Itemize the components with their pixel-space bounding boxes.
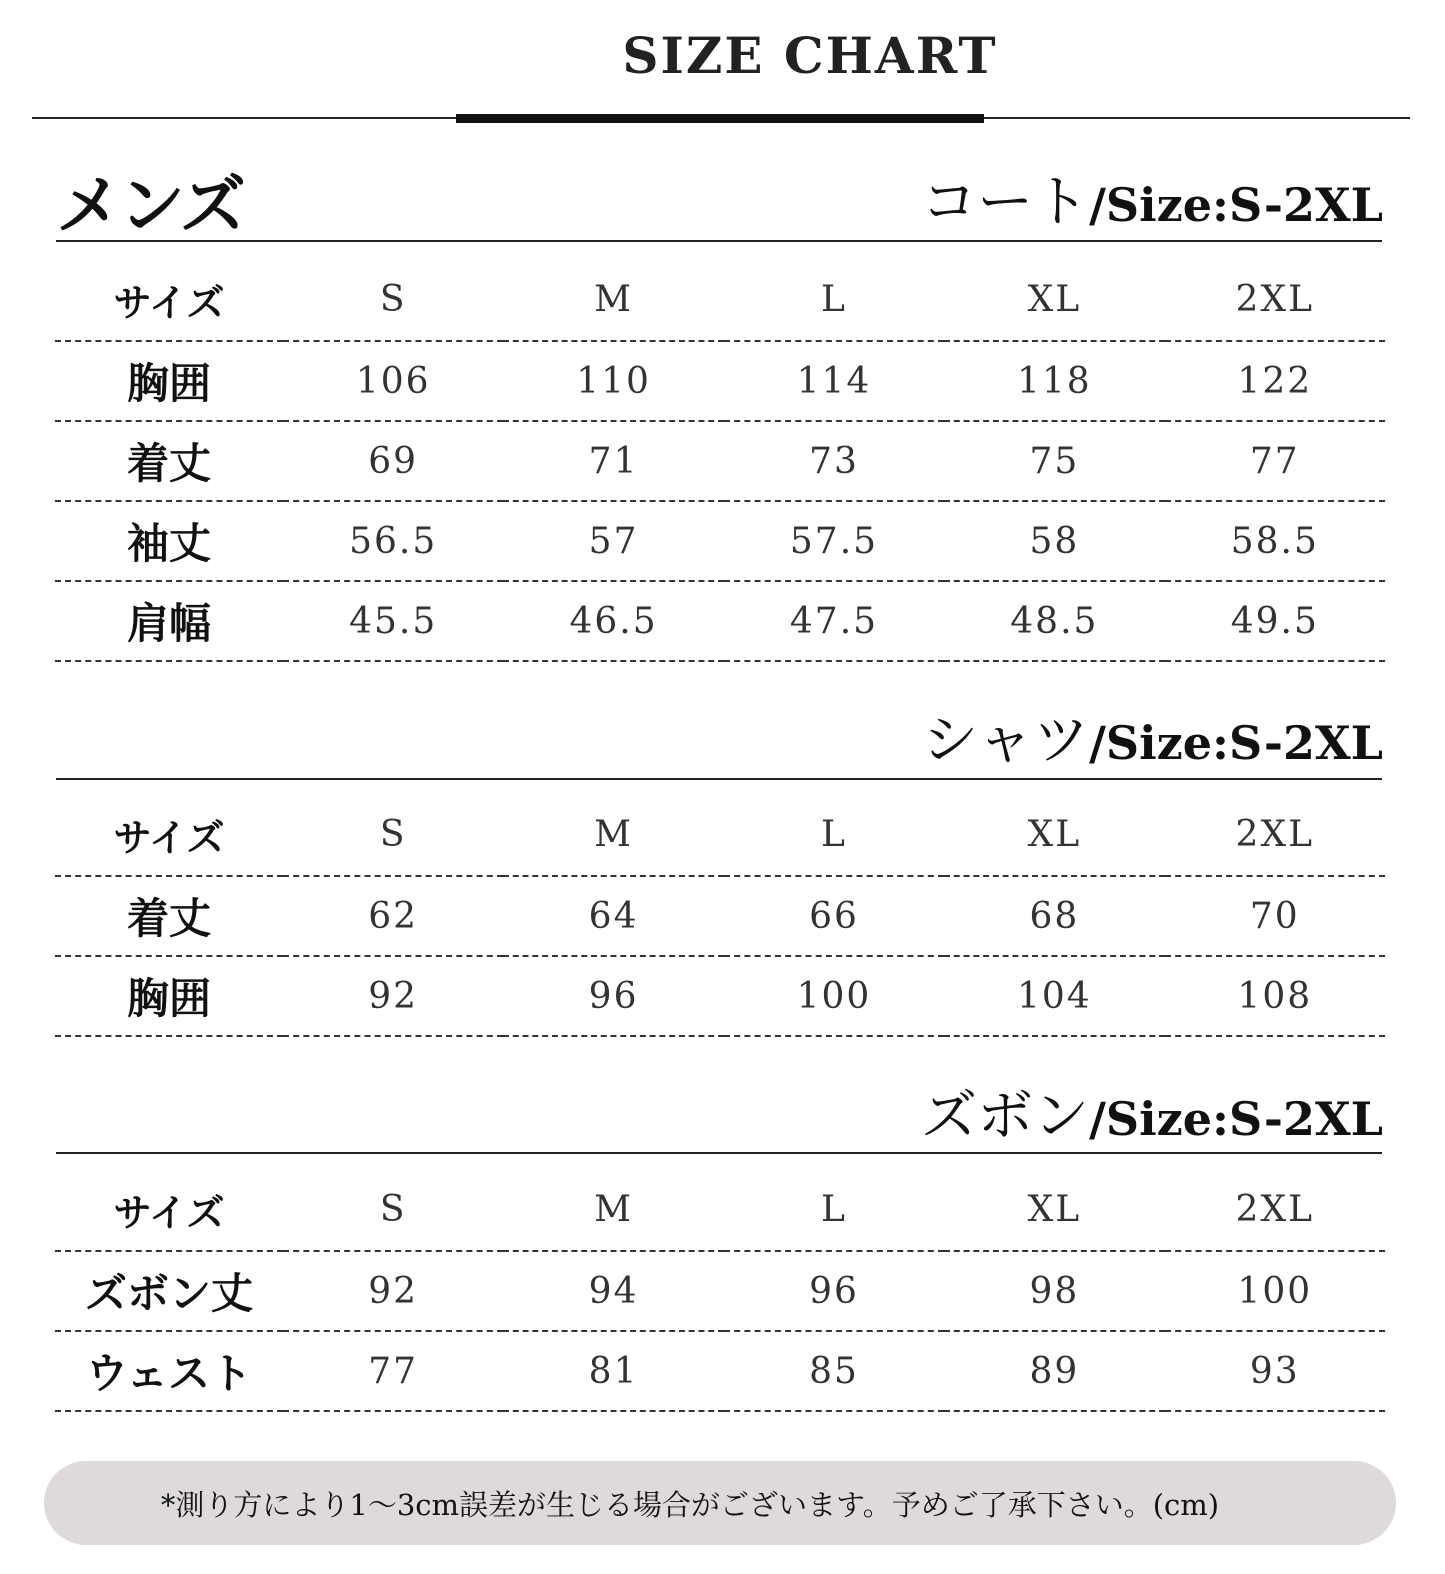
cell-value: 75 bbox=[944, 421, 1164, 501]
table-row bbox=[55, 956, 1385, 1036]
cell-value: 64 bbox=[503, 876, 723, 956]
size-table-shirt bbox=[55, 793, 1385, 1037]
section-rule-pants bbox=[56, 1152, 1382, 1154]
section-size-range: /Size:S-2XL bbox=[1089, 178, 1383, 232]
section-rule-shirt bbox=[56, 778, 1382, 780]
cell-value: 96 bbox=[503, 956, 723, 1036]
table-row bbox=[55, 581, 1385, 661]
cell-value: 77 bbox=[283, 1331, 503, 1411]
cell-value: 73 bbox=[724, 421, 944, 501]
cell-value: 57 bbox=[503, 501, 723, 581]
table-row bbox=[55, 501, 1385, 581]
row-label: 胸囲 bbox=[55, 341, 283, 421]
table-header-row bbox=[55, 258, 1385, 341]
cell-value: 92 bbox=[283, 956, 503, 1036]
size-header: XL bbox=[944, 1168, 1164, 1251]
size-header: L bbox=[724, 1168, 944, 1251]
size-header: 2XL bbox=[1165, 793, 1385, 876]
section-size-range: /Size:S-2XL bbox=[1089, 1092, 1383, 1146]
cell-value: 93 bbox=[1165, 1331, 1385, 1411]
table-header-row bbox=[55, 793, 1385, 876]
cell-value: 104 bbox=[944, 956, 1164, 1036]
cell-value: 94 bbox=[503, 1251, 723, 1331]
cell-value: 100 bbox=[724, 956, 944, 1036]
cell-value: 98 bbox=[944, 1251, 1164, 1331]
table-row bbox=[55, 876, 1385, 956]
cell-value: 49.5 bbox=[1165, 581, 1385, 661]
row-label: 袖丈 bbox=[55, 501, 283, 581]
size-table-coat bbox=[55, 258, 1385, 662]
cell-value: 89 bbox=[944, 1331, 1164, 1411]
row-label: 着丈 bbox=[55, 876, 283, 956]
cell-value: 70 bbox=[1165, 876, 1385, 956]
table-row bbox=[55, 1251, 1385, 1331]
size-header: L bbox=[724, 793, 944, 876]
cell-value: 96 bbox=[724, 1251, 944, 1331]
cell-value: 118 bbox=[944, 341, 1164, 421]
size-header: 2XL bbox=[1165, 1168, 1385, 1251]
cell-value: 110 bbox=[503, 341, 723, 421]
header-label: サイズ bbox=[55, 258, 283, 341]
section-title-shirt bbox=[922, 696, 1383, 776]
mens-heading: メンズ bbox=[56, 166, 244, 244]
cell-value: 122 bbox=[1165, 341, 1385, 421]
section-name: ズボン bbox=[921, 1084, 1090, 1149]
cell-value: 57.5 bbox=[724, 501, 944, 581]
cell-value: 58 bbox=[944, 501, 1164, 581]
cell-value: 47.5 bbox=[724, 581, 944, 661]
size-header: M bbox=[503, 258, 723, 341]
cell-value: 114 bbox=[724, 341, 944, 421]
cell-value: 106 bbox=[283, 341, 503, 421]
cell-value: 48.5 bbox=[944, 581, 1164, 661]
size-header: L bbox=[724, 258, 944, 341]
measurement-note-box bbox=[44, 1461, 1396, 1545]
size-header: XL bbox=[944, 258, 1164, 341]
size-table-pants bbox=[55, 1168, 1385, 1412]
section-rule-coat bbox=[56, 240, 1382, 242]
cell-value: 85 bbox=[724, 1331, 944, 1411]
table-row bbox=[55, 1331, 1385, 1411]
cell-value: 45.5 bbox=[283, 581, 503, 661]
cell-value: 71 bbox=[503, 421, 723, 501]
table-row bbox=[55, 341, 1385, 421]
cell-value: 81 bbox=[503, 1331, 723, 1411]
row-label: ズボン丈 bbox=[55, 1251, 283, 1331]
size-header: 2XL bbox=[1165, 258, 1385, 341]
cell-value: 62 bbox=[283, 876, 503, 956]
row-label: 肩幅 bbox=[55, 581, 283, 661]
measurement-note: *測り方により1～3cm誤差が生じる場合がございます。予めご了承下さい。(cm) bbox=[160, 1487, 1220, 1522]
row-label: 着丈 bbox=[55, 421, 283, 501]
cell-value: 108 bbox=[1165, 956, 1385, 1036]
cell-value: 56.5 bbox=[283, 501, 503, 581]
size-header: M bbox=[503, 793, 723, 876]
size-header: S bbox=[283, 258, 503, 341]
cell-value: 46.5 bbox=[503, 581, 723, 661]
page-title: SIZE CHART bbox=[622, 26, 998, 85]
section-size-range: /Size:S-2XL bbox=[1089, 716, 1383, 770]
size-header: XL bbox=[944, 793, 1164, 876]
cell-value: 69 bbox=[283, 421, 503, 501]
row-label: 胸囲 bbox=[55, 956, 283, 1036]
cell-value: 66 bbox=[724, 876, 944, 956]
cell-value: 92 bbox=[283, 1251, 503, 1331]
section-name: シャツ bbox=[922, 708, 1090, 773]
table-header-row bbox=[55, 1168, 1385, 1251]
section-title-coat bbox=[921, 158, 1383, 238]
header-label: サイズ bbox=[55, 1168, 283, 1251]
section-name: コート bbox=[921, 170, 1090, 235]
cell-value: 77 bbox=[1165, 421, 1385, 501]
table-row bbox=[55, 421, 1385, 501]
cell-value: 68 bbox=[944, 876, 1164, 956]
section-title-pants bbox=[921, 1072, 1383, 1152]
size-header: S bbox=[283, 793, 503, 876]
cell-value: 100 bbox=[1165, 1251, 1385, 1331]
title-underline bbox=[456, 114, 984, 123]
row-label: ウェスト bbox=[55, 1331, 283, 1411]
size-header: S bbox=[283, 1168, 503, 1251]
size-header: M bbox=[503, 1168, 723, 1251]
header-label: サイズ bbox=[55, 793, 283, 876]
cell-value: 58.5 bbox=[1165, 501, 1385, 581]
